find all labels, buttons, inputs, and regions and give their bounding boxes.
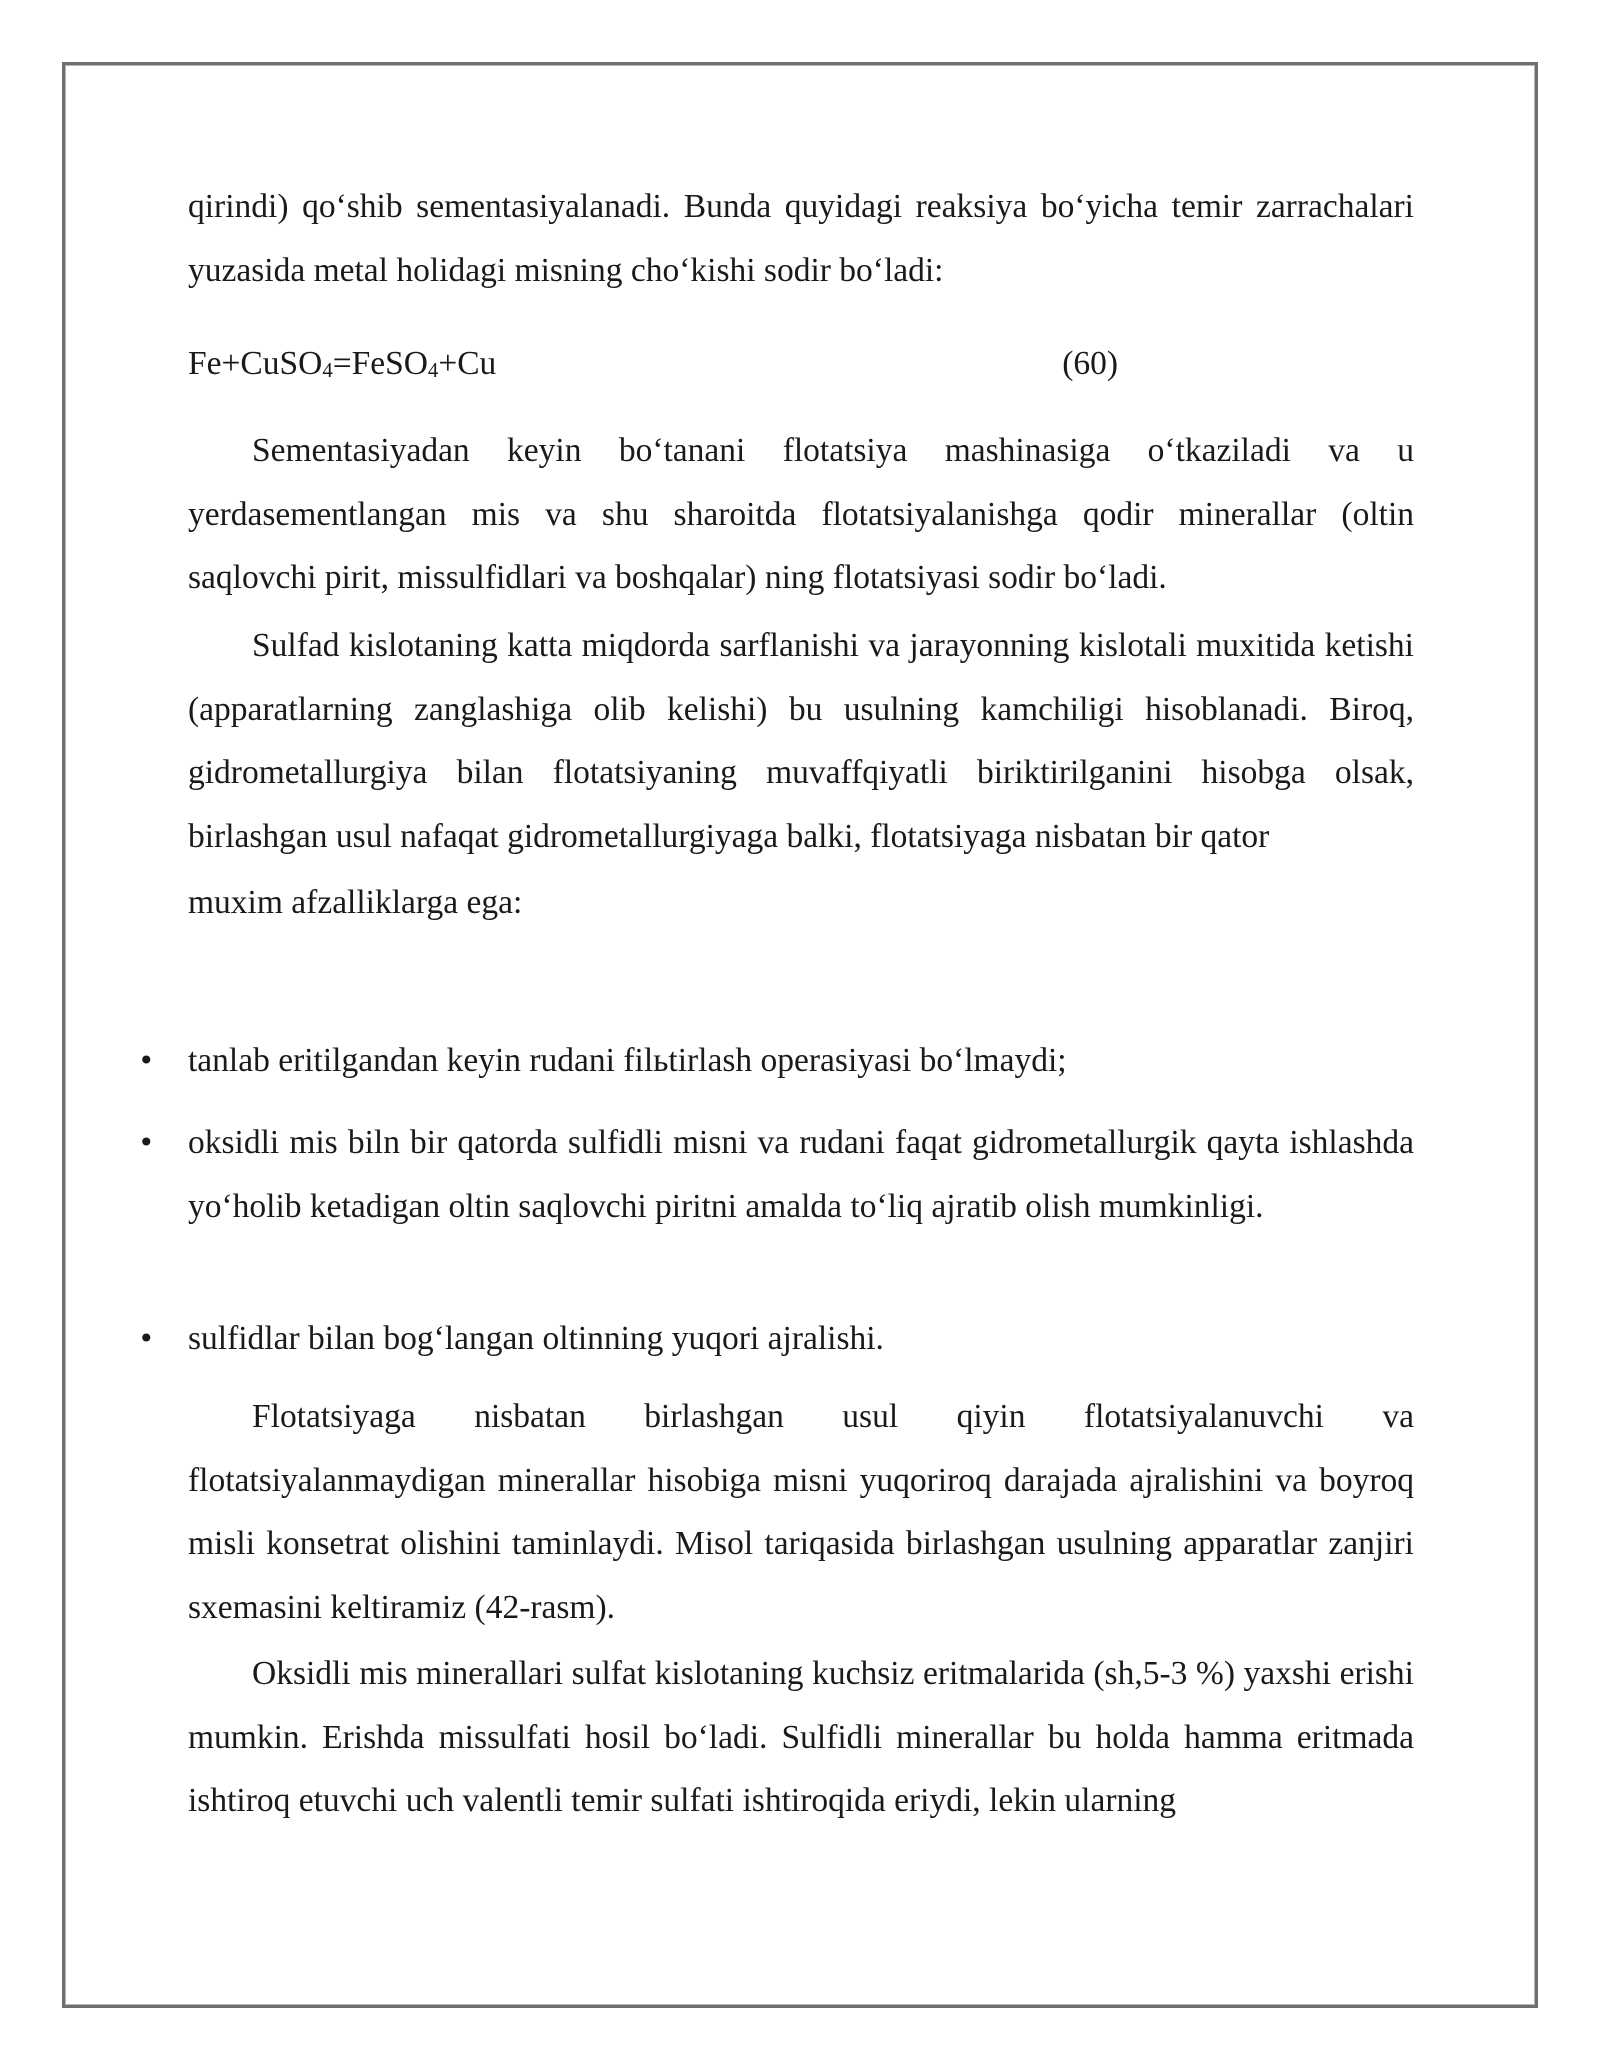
reaction-formula	[188, 332, 1118, 396]
sementasiya-paragraph: Sementasiyadan keyin bo‘tanani flotatsiya mashinasiga o‘tkaziladi va u yerdasementlangan mis va shu sharoitda flotatsiyalanishga qodir minerallar (oltin saqlovchi pirit, missulfidlari va boshqalar) ning flotatsiyasi sodir bo‘ladi.	[188, 432, 1414, 596]
formula-number: (60)	[1062, 345, 1118, 382]
bullet-icon: •	[138, 1126, 155, 1159]
bullet-icon: •	[138, 1322, 155, 1355]
bullet-icon: •	[138, 1044, 155, 1077]
flotatsiyaga-paragraph-block	[188, 1385, 1414, 1639]
formula-subscript-2: 4	[427, 359, 439, 382]
list-item	[138, 1111, 1414, 1238]
formula-expression	[188, 332, 496, 396]
intro-paragraph: qirindi) qo‘shib sementasiyalanadi. Bunda quyidagi reaksiya bo‘yicha temir zarrachalari yuzasida metal holidagi misning cho‘kishi sodir bo‘ladi:	[188, 188, 1414, 289]
list-item	[138, 1307, 1414, 1371]
list-item-text: oksidli mis biln bir qatorda sulfidli misni va rudani faqat gidrometallurgik qayta ishlashda yo‘holib ketadigan oltin saqlovchi piritni amalda to‘liq ajratib olish mumkinligi.	[188, 1124, 1414, 1225]
list-item-text: sulfidlar bilan bog‘langan oltinning yuqori ajralishi.	[188, 1320, 884, 1357]
sulfad-paragraph-tail: muxim afzalliklarga ega:	[188, 884, 523, 921]
intro-paragraph-block	[188, 175, 1414, 302]
sementasiya-paragraph-block	[188, 419, 1414, 610]
formula-subscript-1: 4	[322, 359, 333, 382]
oksidli-paragraph: Oksidli mis minerallari sulfat kislotaning kuchsiz eritmalarida (sh,5-3 %) yaxshi erishi mumkin. Erishda missulfati hosil bo‘ladi. Sulfidli minerallar bu holda hamma eritmada ishtiroq etuvchi uch valentli temir sulfati ishtiroqida eriydi, lekin ularning	[188, 1655, 1414, 1819]
formula-part-2: =FeSO	[332, 345, 428, 382]
oksidli-paragraph-block	[188, 1642, 1414, 1833]
sulfad-paragraph-block	[188, 614, 1414, 935]
flotatsiyaga-paragraph: Flotatsiyaga nisbatan birlashgan usul qiyin flotatsiyalanuvchi va flotatsiyalanmaydigan minerallar hisobiga misni yuqoriroq darajada ajralishini va boyroq misli konsetrat olishini taminlaydi. Misol tariqasida birlashgan usulning apparatlar zanjiri sxemasini keltiramiz (42-rasm).	[188, 1398, 1414, 1626]
list-item	[138, 1029, 1414, 1093]
sulfad-paragraph: Sulfad kislotaning katta miqdorda sarflanishi va jarayonning kislotali muxitida ketishi (apparatlarning zanglashiga olib kelishi) bu usulning kamchiligi hisoblanadi. Biroq, gidrometallurgiya bilan flotatsiyaning muvaffqiyatli biriktirilganini hisobga olsak, birlashgan usul nafaqat gidrometallurgiyaga balki, flotatsiyaga nisbatan bir qator	[188, 627, 1414, 855]
formula-part-3: +Cu	[438, 345, 497, 382]
formula-part-1: Fe+CuSO	[188, 345, 323, 382]
list-item-text: tanlab eritilgandan keyin rudani filьtirlash operasiyasi bo‘lmaydi;	[188, 1042, 1067, 1079]
